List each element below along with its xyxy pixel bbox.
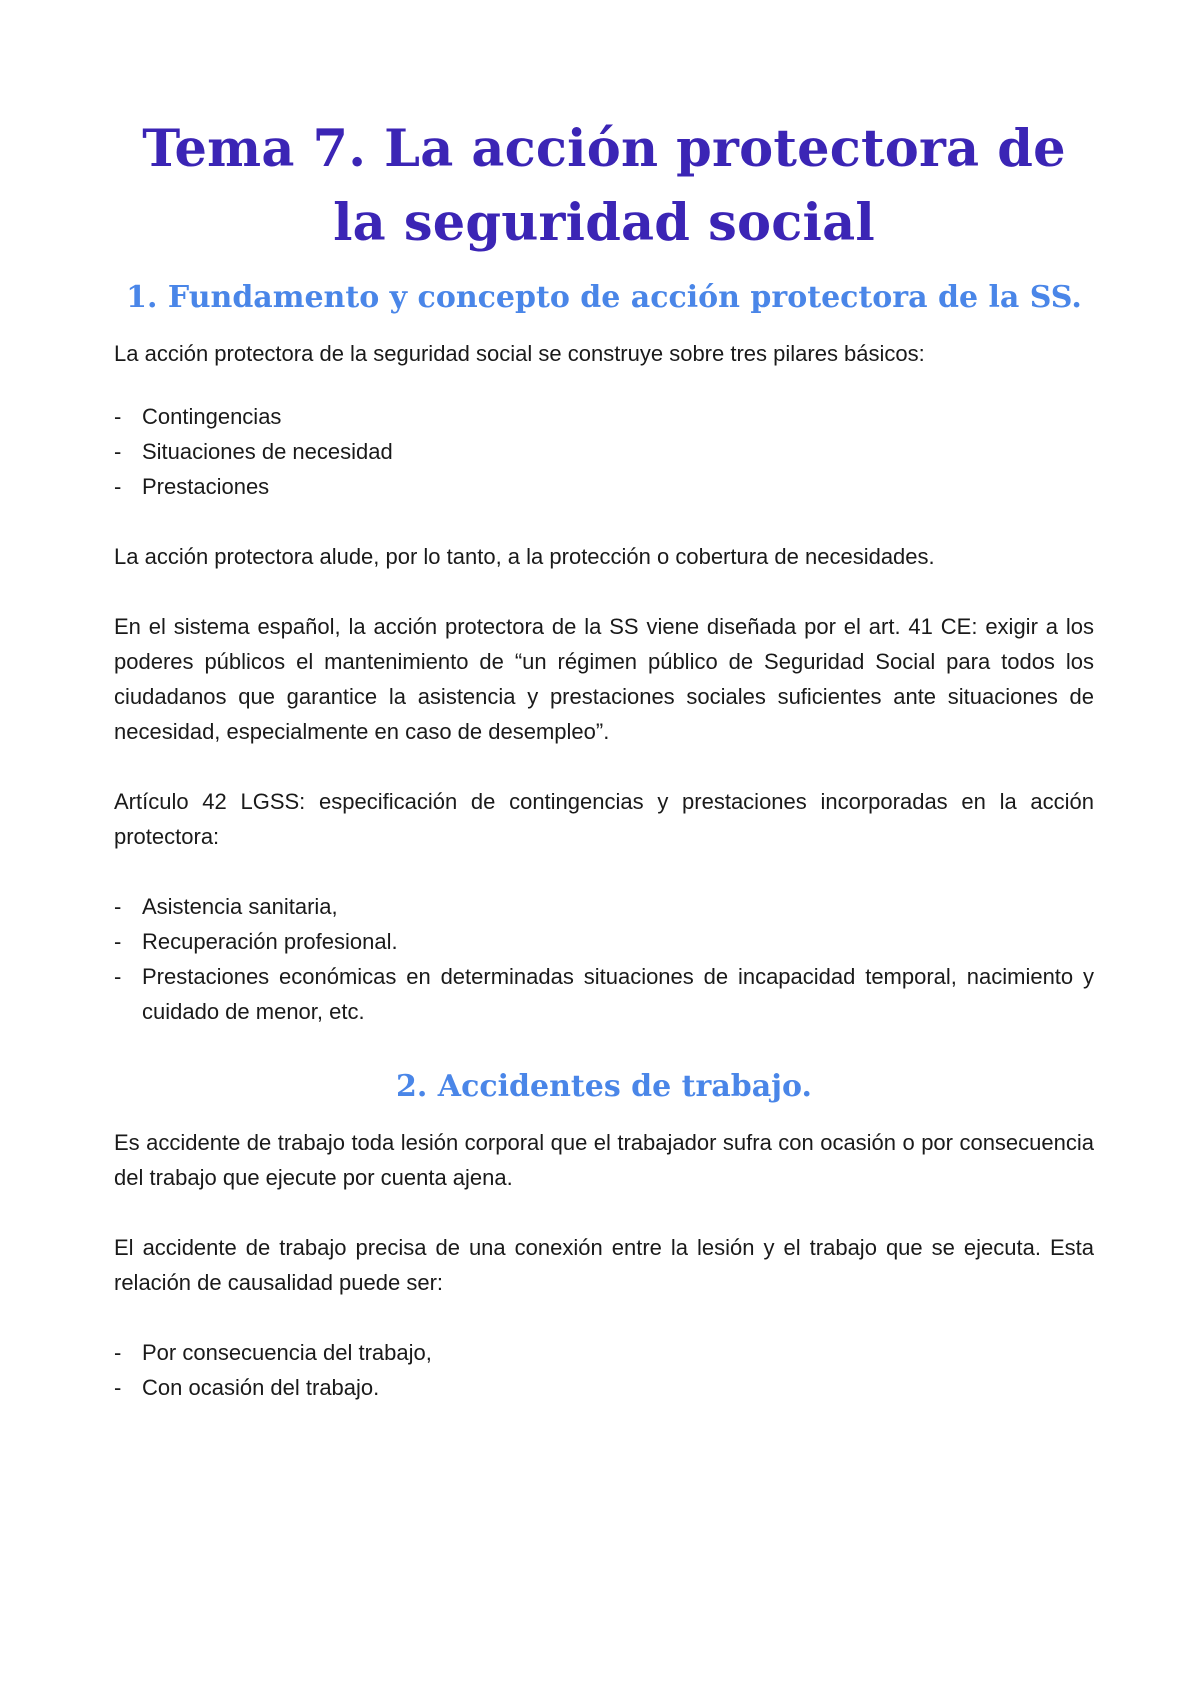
paragraph-definicion-accidente: Es accidente de trabajo toda lesión corporal que el trabajador sufra con ocasión o por consecuencia del trabajo que ejecute por cuenta ajena. bbox=[114, 1130, 1094, 1190]
list-item-text: Contingencias bbox=[142, 404, 282, 429]
document-title: Tema 7. La acción protectora de la seguridad social bbox=[142, 119, 1066, 253]
list-item bbox=[114, 469, 1094, 504]
paragraph-intro: La acción protectora de la seguridad social se construye sobre tres pilares básicos: bbox=[114, 341, 925, 366]
list-item bbox=[114, 399, 1094, 434]
paragraph-conexion: El accidente de trabajo precisa de una conexión entre la lesión y el trabajo que se ejecuta. Esta relación de causalidad puede ser: bbox=[114, 1235, 1094, 1295]
list-item-text: Con ocasión del trabajo. bbox=[142, 1375, 380, 1400]
list-item bbox=[114, 1370, 1094, 1405]
list-marker: - bbox=[114, 929, 122, 954]
list-marker: - bbox=[114, 1375, 122, 1400]
list-item-text: Situaciones de necesidad bbox=[142, 439, 393, 464]
paragraph-cobertura: La acción protectora alude, por lo tanto, a la protección o cobertura de necesidades. bbox=[114, 544, 935, 569]
document-content bbox=[114, 112, 1094, 1405]
list-marker: - bbox=[114, 894, 122, 919]
section-heading-fundamento: 1. Fundamento y concepto de acción protectora de la SS. bbox=[126, 280, 1082, 315]
list-marker: - bbox=[114, 964, 122, 989]
list-item bbox=[114, 959, 1094, 1029]
list-causalidad bbox=[114, 1335, 1094, 1405]
list-item-text: Prestaciones bbox=[142, 474, 270, 499]
list-item bbox=[114, 434, 1094, 469]
list-marker: - bbox=[114, 404, 122, 429]
list-item-text: Asistencia sanitaria, bbox=[142, 894, 338, 919]
list-pilares bbox=[114, 399, 1094, 504]
list-item-text: Prestaciones económicas en determinadas situaciones de incapacidad temporal, nacimiento y cuidado de menor, etc. bbox=[142, 964, 1094, 1024]
list-item-text: Por consecuencia del trabajo, bbox=[142, 1340, 432, 1365]
list-prestaciones bbox=[114, 889, 1094, 1029]
paragraph-articulo-42: Artículo 42 LGSS: especificación de contingencias y prestaciones incorporadas en la acción protectora: bbox=[114, 789, 1094, 849]
list-item bbox=[114, 1335, 1094, 1370]
section-heading-accidentes: 2. Accidentes de trabajo. bbox=[396, 1069, 812, 1104]
list-item bbox=[114, 924, 1094, 959]
paragraph-sistema-espanol: En el sistema español, la acción protectora de la SS viene diseñada por el art. 41 CE: exigir a los poderes públicos el mantenimiento de “un régimen público de Seguridad Social para todos los ciudadanos que garantice la asistencia y prestaciones sociales suficientes ante situaciones de necesidad, especialmente en caso de desempleo”. bbox=[114, 614, 1094, 744]
list-marker: - bbox=[114, 439, 122, 464]
list-item-text: Recuperación profesional. bbox=[142, 929, 398, 954]
list-marker: - bbox=[114, 1340, 122, 1365]
list-marker: - bbox=[114, 474, 122, 499]
list-item bbox=[114, 889, 1094, 924]
